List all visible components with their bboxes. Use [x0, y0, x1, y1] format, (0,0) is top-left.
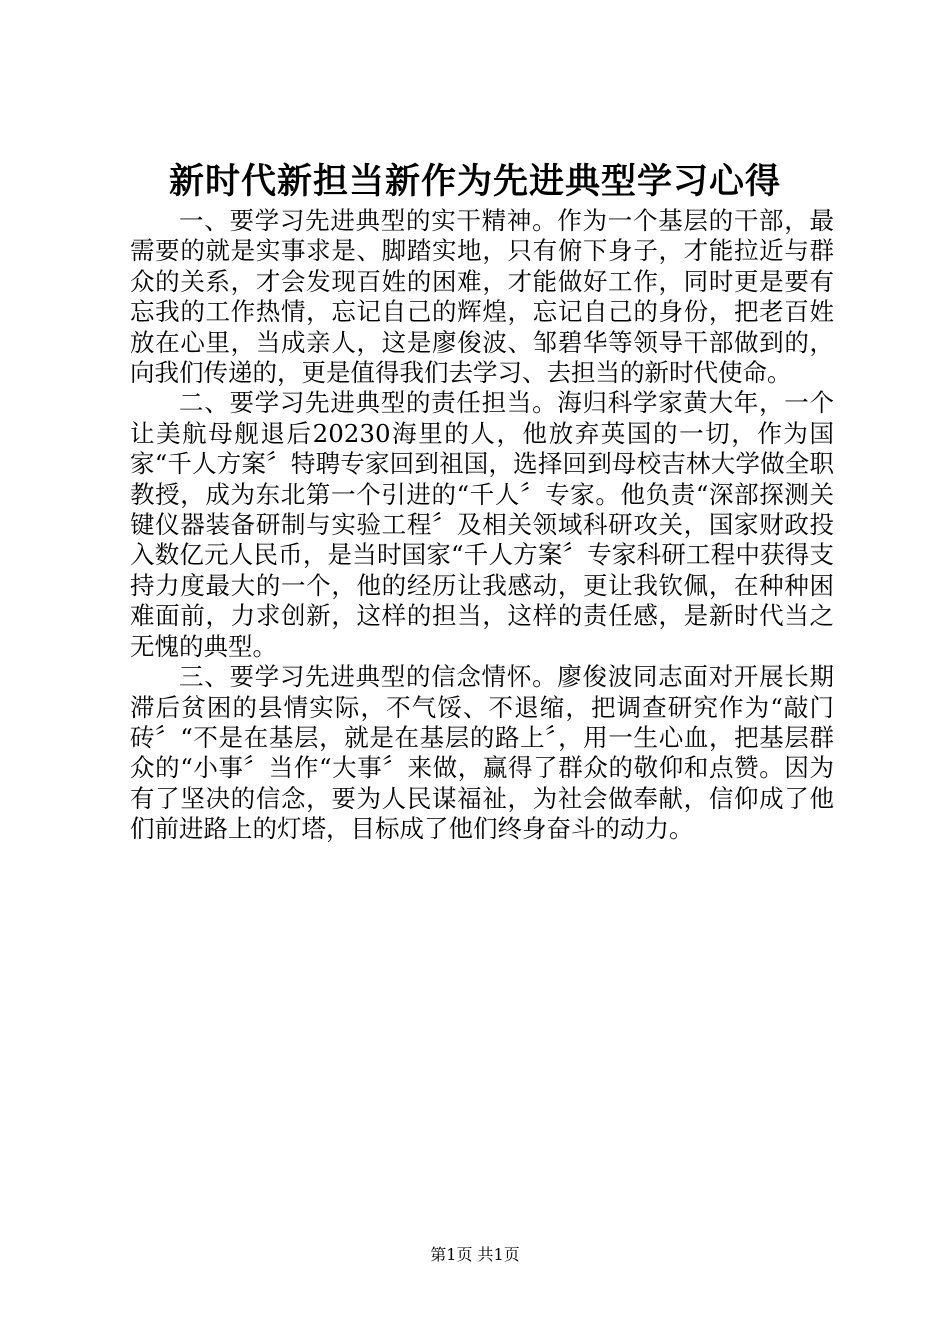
paragraph-2: 二、要学习先进典型的责任担当。海归科学家黄大年，一个让美航母舰退后20230海里的人，他放弃英国的一切，作为国家“千人方案〞特聘专家回到祖国，选择回到母校吉林大学做全职教授，成为东北第一个引进的“千人〞专家。他负责“深部探测关键仪器装备研制与实验工程〞及相关领域科研攻关，国家财政投入数亿元人民币，是当时国家“千人方案〞专家科研工程中获得支持力度最大的一个，他的经历让我感动，更让我钦佩，在种种困难面前，力求创新，这样的担当，这样的责任感，是新时代当之无愧的典型。 — [130, 388, 834, 661]
page-footer: 第1页 共1页 — [430, 1245, 520, 1264]
document-title: 新时代新担当新作为先进典型学习心得 — [168, 161, 781, 202]
document-body — [130, 206, 834, 845]
paragraph-3: 三、要学习先进典型的信念情怀。廖俊波同志面对开展长期滞后贫困的县情实际，不气馁、不退缩，把调查研究作为“敲门砖〞“不是在基层，就是在基层的路上〞，用一生心血，把基层群众的“小事〞当作“大事〞来做，赢得了群众的敬仰和点赞。因为有了坚决的信念，要为人民谋福祉，为社会做奉献，信仰成了他们前进路上的灯塔，目标成了他们终身奋斗的动力。 — [130, 662, 834, 844]
paragraph-1: 一、要学习先进典型的实干精神。作为一个基层的干部，最需要的就是实事求是、脚踏实地，只有俯下身子，才能拉近与群众的关系，才会发现百姓的困难，才能做好工作，同时更是要有忘我的工作热情，忘记自己的辉煌，忘记自己的身份，把老百姓放在心里，当成亲人，这是廖俊波、邹碧华等领导干部做到的，向我们传递的，更是值得我们去学习、去担当的新时代使命。 — [130, 206, 834, 388]
